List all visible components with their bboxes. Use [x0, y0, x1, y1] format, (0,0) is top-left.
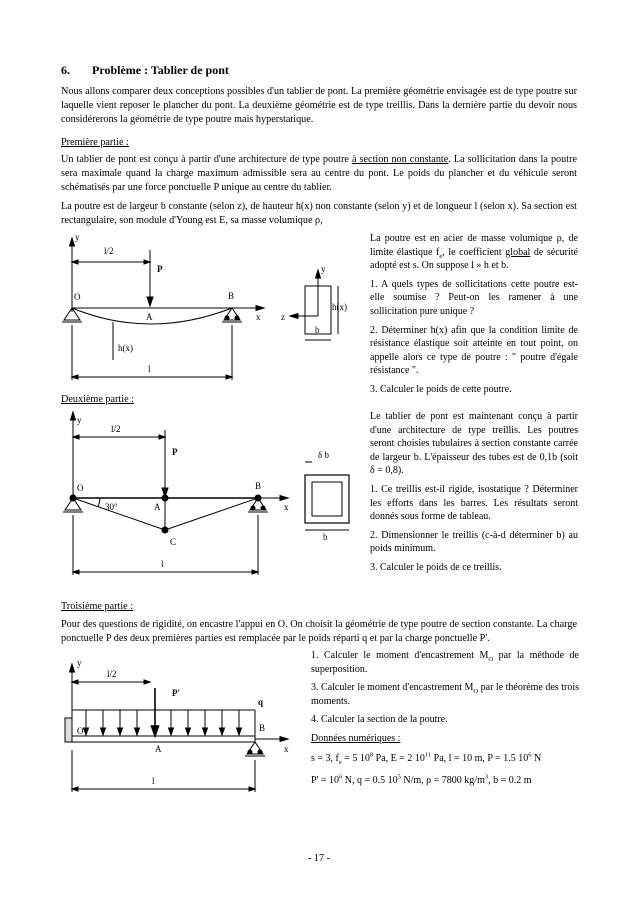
part2-question-1: 1. Ce treillis est-il rigide, isostatique ? Déterminer les efforts dans les barres. Les résultats seront donnés sous forme de tableau. [370, 483, 578, 523]
part1-question-2: 2. Déterminer h(x) afin que la condition limite de résistance élastique soit atteinte en tout point, on appelle alors ce type de poutre : " poutre d'égale résistance ". [370, 324, 578, 377]
numeric-data-line-1: s = 3, $f_e = 5$ $10^8$ Pa, E = 2 $10^{11}$ Pa, l = 10 m, P = 1.5 $10^6$ N [311, 751, 542, 766]
numeric-data-line-2: $P' = 10^6$ N, q = 0.5 $10^5$ N/m, ρ = 7800 $kg/m^3$, b = 0.2 m [311, 773, 532, 787]
distributed-load-arrows [84, 710, 242, 735]
fig1-section-hx-label: h(x) [332, 302, 347, 312]
fig3-o-label: O [77, 726, 84, 736]
part3-question-1: 1. Calculer le moment d'encastrement $M_O$ par la méthode de superposition. [311, 650, 579, 675]
part1-paragraph-1: Un tablier de pont est conçu à partir d'une architecture de type poutre à section non constante. La sollicitation dans la poutre sera maximale quand la charge maximum admissible sera au centre du pont. Le poids du plancher et du véhicule seront schématisés par une force ponctuelle P unique au centre du tablier. [61, 154, 577, 193]
intro-paragraph: Nous allons comparer deux conceptions possibles d'un tablier de pont. La première géométrie envisagée est de type poutre sur laquelle vient reposer le plancher du pont. La deuxième géométrie est de type treillis. Dans la dernière partie du devoir nous considérerons la géométrie de type poutre mais hyperstatique. [61, 86, 577, 125]
fig3-a-label: A [155, 744, 162, 754]
fig2-delta-label: δ b [318, 450, 329, 460]
fig2-c-label: C [170, 537, 177, 547]
fig1-section-z-label: z [281, 312, 285, 322]
fig2-a-label: A [154, 502, 161, 512]
fig1-o-label: O [74, 292, 81, 302]
fig2-p-label: P [172, 447, 178, 457]
part1-heading: Première partie : [61, 137, 129, 148]
fig2-section-b-label: b [323, 532, 328, 542]
fig1-l-label: l [148, 364, 151, 374]
fig3-l2-label: l/2 [107, 669, 117, 679]
fig2-x-label: x [284, 502, 289, 512]
fig2-l-label: l [161, 559, 164, 569]
fig3-q-label: q [258, 697, 264, 707]
part1-side-paragraph: La poutre est en acier de masse volumique ρ, de limite élastique $f_e$, le coefficient global de sécurité adopté est s. On suppose l » h et b. [370, 233, 578, 272]
fig3-pprime-label: P' [172, 688, 180, 698]
fig1-b-label: B [228, 291, 235, 301]
fig2-l2-label: l/2 [111, 424, 121, 434]
section-number: 6. [61, 63, 70, 77]
fig2-angle-label: 30° [105, 502, 118, 512]
fig2-b-label: B [255, 481, 262, 491]
part3-question-4: 4. Calculer la section de la poutre. [311, 714, 448, 726]
fig1-a-label: A [146, 312, 153, 322]
fig1-l2-label: l/2 [104, 246, 114, 256]
fig2-y-label: y [77, 415, 82, 425]
part2-question-2: 2. Dimensionner le treillis (c-à-d déterminer b) au poids minimum. [370, 529, 578, 555]
fig3-l-label: l [152, 776, 155, 786]
numeric-data-heading: Données numériques : [311, 732, 401, 744]
fig1-section-y-label: y [321, 264, 326, 274]
fig1-y-label: y [75, 232, 80, 242]
fig2-o-label: O [77, 483, 84, 493]
part2-side-paragraph: Le tablier de pont est maintenant conçu à partir d'une architecture de type treillis. Les poutres seront choisies tubulaires à section constante carrée de largeur b. L'épaisseur des tubes est de 0,1b (soit δ = 0,8). [370, 411, 578, 477]
fig3-y-label: y [77, 658, 82, 668]
part1-paragraph-2: La poutre est de largeur b constante (selon z), de hauteur h(x) non constante (selon y) et de longueur l (selon x). Sa section est rectangulaire, son module d'Young est E, sa masse volumique ρ, [61, 201, 577, 226]
part3-heading: Troisième partie : [61, 601, 134, 612]
fig1-hx-label: h(x) [118, 343, 133, 353]
part2-question-3: 3. Calculer le poids de ce treillis. [370, 561, 502, 573]
fig1-section-b-label: b [315, 325, 320, 335]
part1-question-1: 1. A quels types de sollicitations cette poutre est-elle soumise ? Peut-on les ramener à une sollicitation pure unique ? [370, 278, 578, 317]
part2-heading: Deuxième partie : [61, 394, 134, 405]
fig3-x-label: x [284, 744, 289, 754]
fig1-p-label: P [157, 264, 163, 274]
fig3-point-load-arrow [152, 688, 159, 736]
part3-paragraph: Pour des questions de rigidité, on encastre l'appui en O. On choisit la géométrie de type poutre de section constante. La charge ponctuelle P des deux premières parties est remplacée par le poids réparti q et par la charge ponctuelle P'. [61, 619, 577, 644]
fig1-x-label: x [256, 312, 261, 322]
page-number: - 17 - [307, 853, 331, 864]
page-title: Problème : Tablier de pont [92, 63, 229, 77]
part3-question-3: 3. Calculer le moment d'encastrement $M_O$ par le théorème des trois moments. [311, 682, 579, 707]
fig3-b-label: B [259, 723, 266, 733]
part1-question-3: 3. Calculer le poids de cette poutre. [370, 383, 512, 395]
